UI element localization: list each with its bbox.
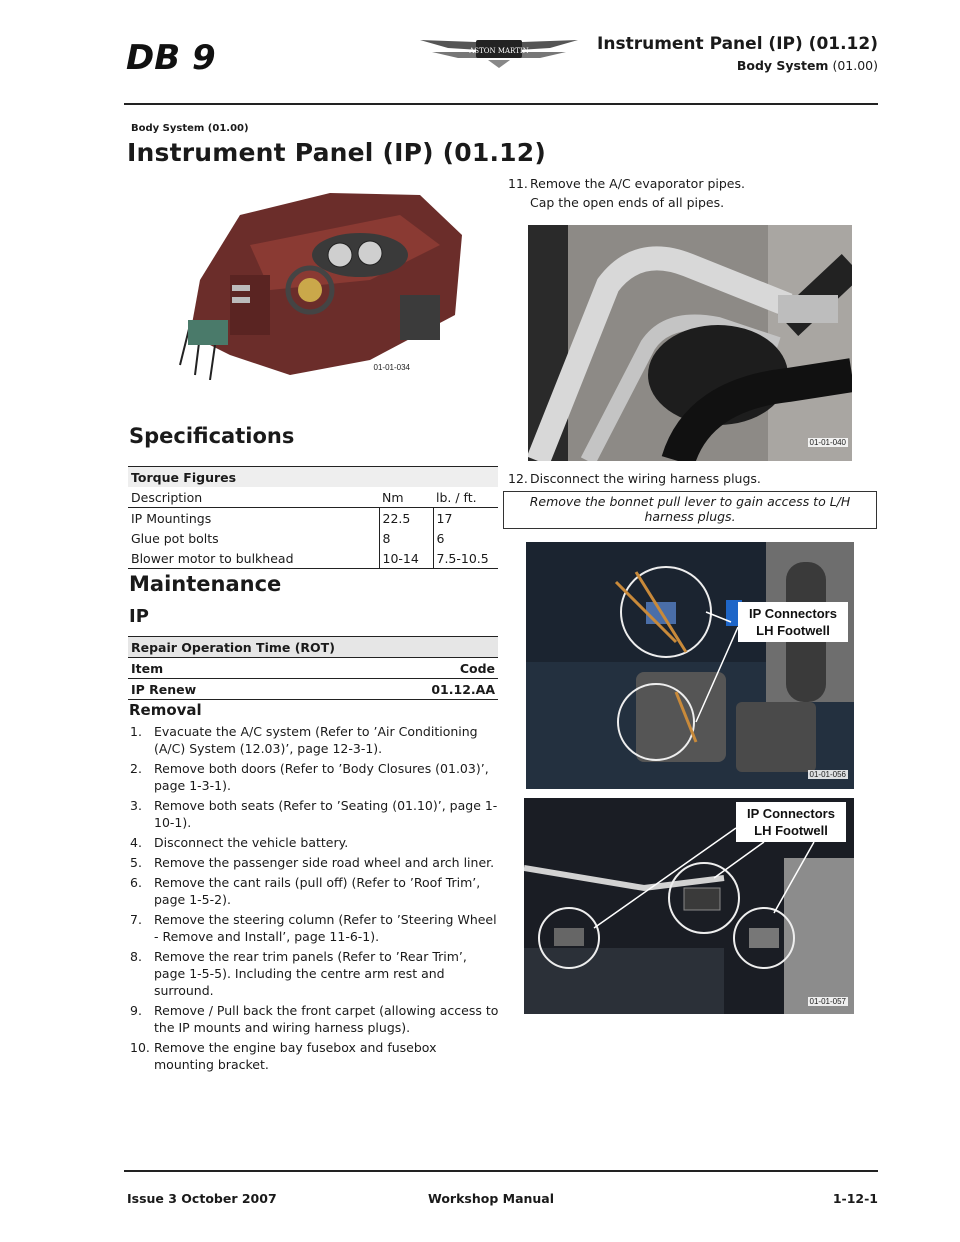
page-title: Instrument Panel (IP) (01.12)	[127, 138, 546, 167]
step-text: Remove / Pull back the front carpet (allowing access to the IP mounts and wiring harness plugs).	[154, 1003, 499, 1035]
table-row	[128, 679, 498, 700]
db9-logo-letters: DB 9	[126, 38, 216, 78]
ip-photo-code: 01-01-034	[373, 363, 410, 372]
torque-col-nm: Nm	[382, 489, 404, 505]
rot-table	[128, 636, 498, 700]
torque-table-header-row	[128, 487, 498, 508]
removal-heading: Removal	[129, 701, 202, 719]
ip-subheading: IP	[129, 606, 149, 627]
step-number: 5.	[130, 855, 142, 870]
header-subtitle-bold: Body System	[736, 58, 829, 73]
footer-manual: Workshop Manual	[428, 1191, 555, 1206]
step-number: 2.	[130, 761, 142, 776]
step-text: Remove both doors (Refer to ’Body Closures (01.03)’, page 1-3-1).	[154, 761, 489, 793]
step-12	[508, 471, 761, 486]
table-row	[128, 548, 498, 569]
table-row	[128, 528, 498, 548]
header-subtitle-code: (01.00)	[832, 58, 878, 73]
footwell-connectors-photo-2	[524, 798, 854, 1014]
step-text: Evacuate the A/C system (Refer to ’Air Conditioning (A/C) System (12.03)’, page 12-3-1).	[154, 724, 478, 756]
list-item	[130, 874, 500, 908]
step-number: 11.	[508, 176, 528, 191]
step-number: 6.	[130, 875, 142, 890]
torque-table-title: Torque Figures	[131, 469, 237, 485]
step-text: Remove the engine bay fusebox and fusebox mounting bracket.	[154, 1040, 437, 1072]
footer-page-number: 1-12-1	[832, 1191, 878, 1206]
breadcrumb: Body System (01.00)	[131, 123, 249, 134]
step-number: 12.	[508, 471, 528, 486]
step-text: Disconnect the vehicle battery.	[154, 835, 349, 850]
list-item	[130, 1039, 500, 1073]
torque-cell: 17	[436, 510, 453, 526]
rot-cell-code: 01.12.AA	[431, 681, 495, 697]
torque-cell: 7.5-10.5	[436, 550, 489, 566]
specifications-heading: Specifications	[129, 424, 295, 448]
rot-col-code: Code	[459, 660, 495, 676]
instrument-panel-photo	[170, 185, 470, 380]
aston-martin-logo-text: ASTON MARTIN	[469, 47, 529, 55]
torque-table-title-row	[128, 467, 498, 488]
step-11-substep: Cap the open ends of all pipes.	[530, 195, 725, 210]
list-item	[130, 1002, 500, 1036]
torque-col-description: Description	[131, 489, 203, 505]
rot-table-header-row	[128, 658, 498, 679]
footwell2-label-line2: LH Footwell	[754, 823, 828, 838]
torque-cell: 10-14	[379, 548, 433, 569]
step-number: 3.	[130, 798, 142, 813]
list-item	[130, 854, 500, 871]
step-number: 4.	[130, 835, 142, 850]
footwell1-label-line1: IP Connectors	[749, 606, 837, 621]
step-text: Remove the passenger side road wheel and arch liner.	[154, 855, 495, 870]
step-text: Remove the rear trim panels (Refer to ’Rear Trim’, page 1-5-5). Including the centre arm rest and surround.	[154, 949, 467, 998]
footer-rule	[124, 1170, 878, 1172]
step-11	[508, 176, 745, 191]
torque-col-lbft: lb. / ft.	[436, 489, 477, 505]
step-text: Disconnect the wiring harness plugs.	[530, 471, 761, 486]
header-subtitle	[737, 58, 878, 73]
torque-cell: 6	[436, 530, 445, 546]
evaporator-photo-code: 01-01-040	[809, 438, 846, 447]
note-box: Remove the bonnet pull lever to gain access to L/H harness plugs.	[503, 491, 877, 529]
step-number: 7.	[130, 912, 142, 927]
torque-cell: Glue pot bolts	[128, 528, 379, 548]
list-item	[130, 834, 500, 851]
header-title: Instrument Panel (IP) (01.12)	[597, 34, 878, 54]
list-item	[130, 948, 500, 999]
step-text: Remove the cant rails (pull off) (Refer to ’Roof Trim’, page 1-5-2).	[154, 875, 481, 907]
torque-cell: 22.5	[379, 508, 433, 529]
list-item	[130, 723, 500, 757]
evaporator-pipes-photo	[528, 225, 852, 461]
removal-steps-list	[130, 723, 500, 1076]
rot-table-title: Repair Operation Time (ROT)	[131, 639, 335, 655]
torque-cell: 8	[379, 528, 433, 548]
aston-martin-wings-logo	[418, 30, 580, 72]
footwell1-photo-code: 01-01-056	[809, 770, 846, 779]
step-number: 9.	[130, 1003, 142, 1018]
step-number: 1.	[130, 724, 142, 739]
step-text: Remove both seats (Refer to ’Seating (01.10)’, page 1-10-1).	[154, 798, 498, 830]
footwell2-label-line1: IP Connectors	[747, 806, 835, 821]
torque-cell: IP Mountings	[128, 508, 379, 529]
db9-logo	[124, 26, 240, 78]
footwell2-photo-code: 01-01-057	[809, 997, 846, 1006]
footer-issue: Issue 3 October 2007	[127, 1191, 277, 1206]
torque-table	[128, 466, 498, 569]
step-text: Remove the A/C evaporator pipes.	[530, 176, 745, 191]
step-text: Remove the steering column (Refer to ’Steering Wheel - Remove and Install’, page 11-6-1).	[154, 912, 497, 944]
footwell-connectors-photo-1	[526, 542, 854, 789]
table-row	[128, 508, 498, 529]
torque-cell: Blower motor to bulkhead	[128, 548, 379, 569]
rot-cell-item: IP Renew	[131, 681, 197, 697]
header-rule	[124, 103, 878, 105]
maintenance-heading: Maintenance	[129, 572, 282, 596]
list-item	[130, 760, 500, 794]
step-number: 10.	[130, 1040, 150, 1055]
list-item	[130, 911, 500, 945]
list-item	[130, 797, 500, 831]
step-number: 8.	[130, 949, 142, 964]
footwell1-label-line2: LH Footwell	[756, 623, 830, 638]
rot-col-item: Item	[131, 660, 164, 676]
rot-table-title-row	[128, 637, 498, 658]
